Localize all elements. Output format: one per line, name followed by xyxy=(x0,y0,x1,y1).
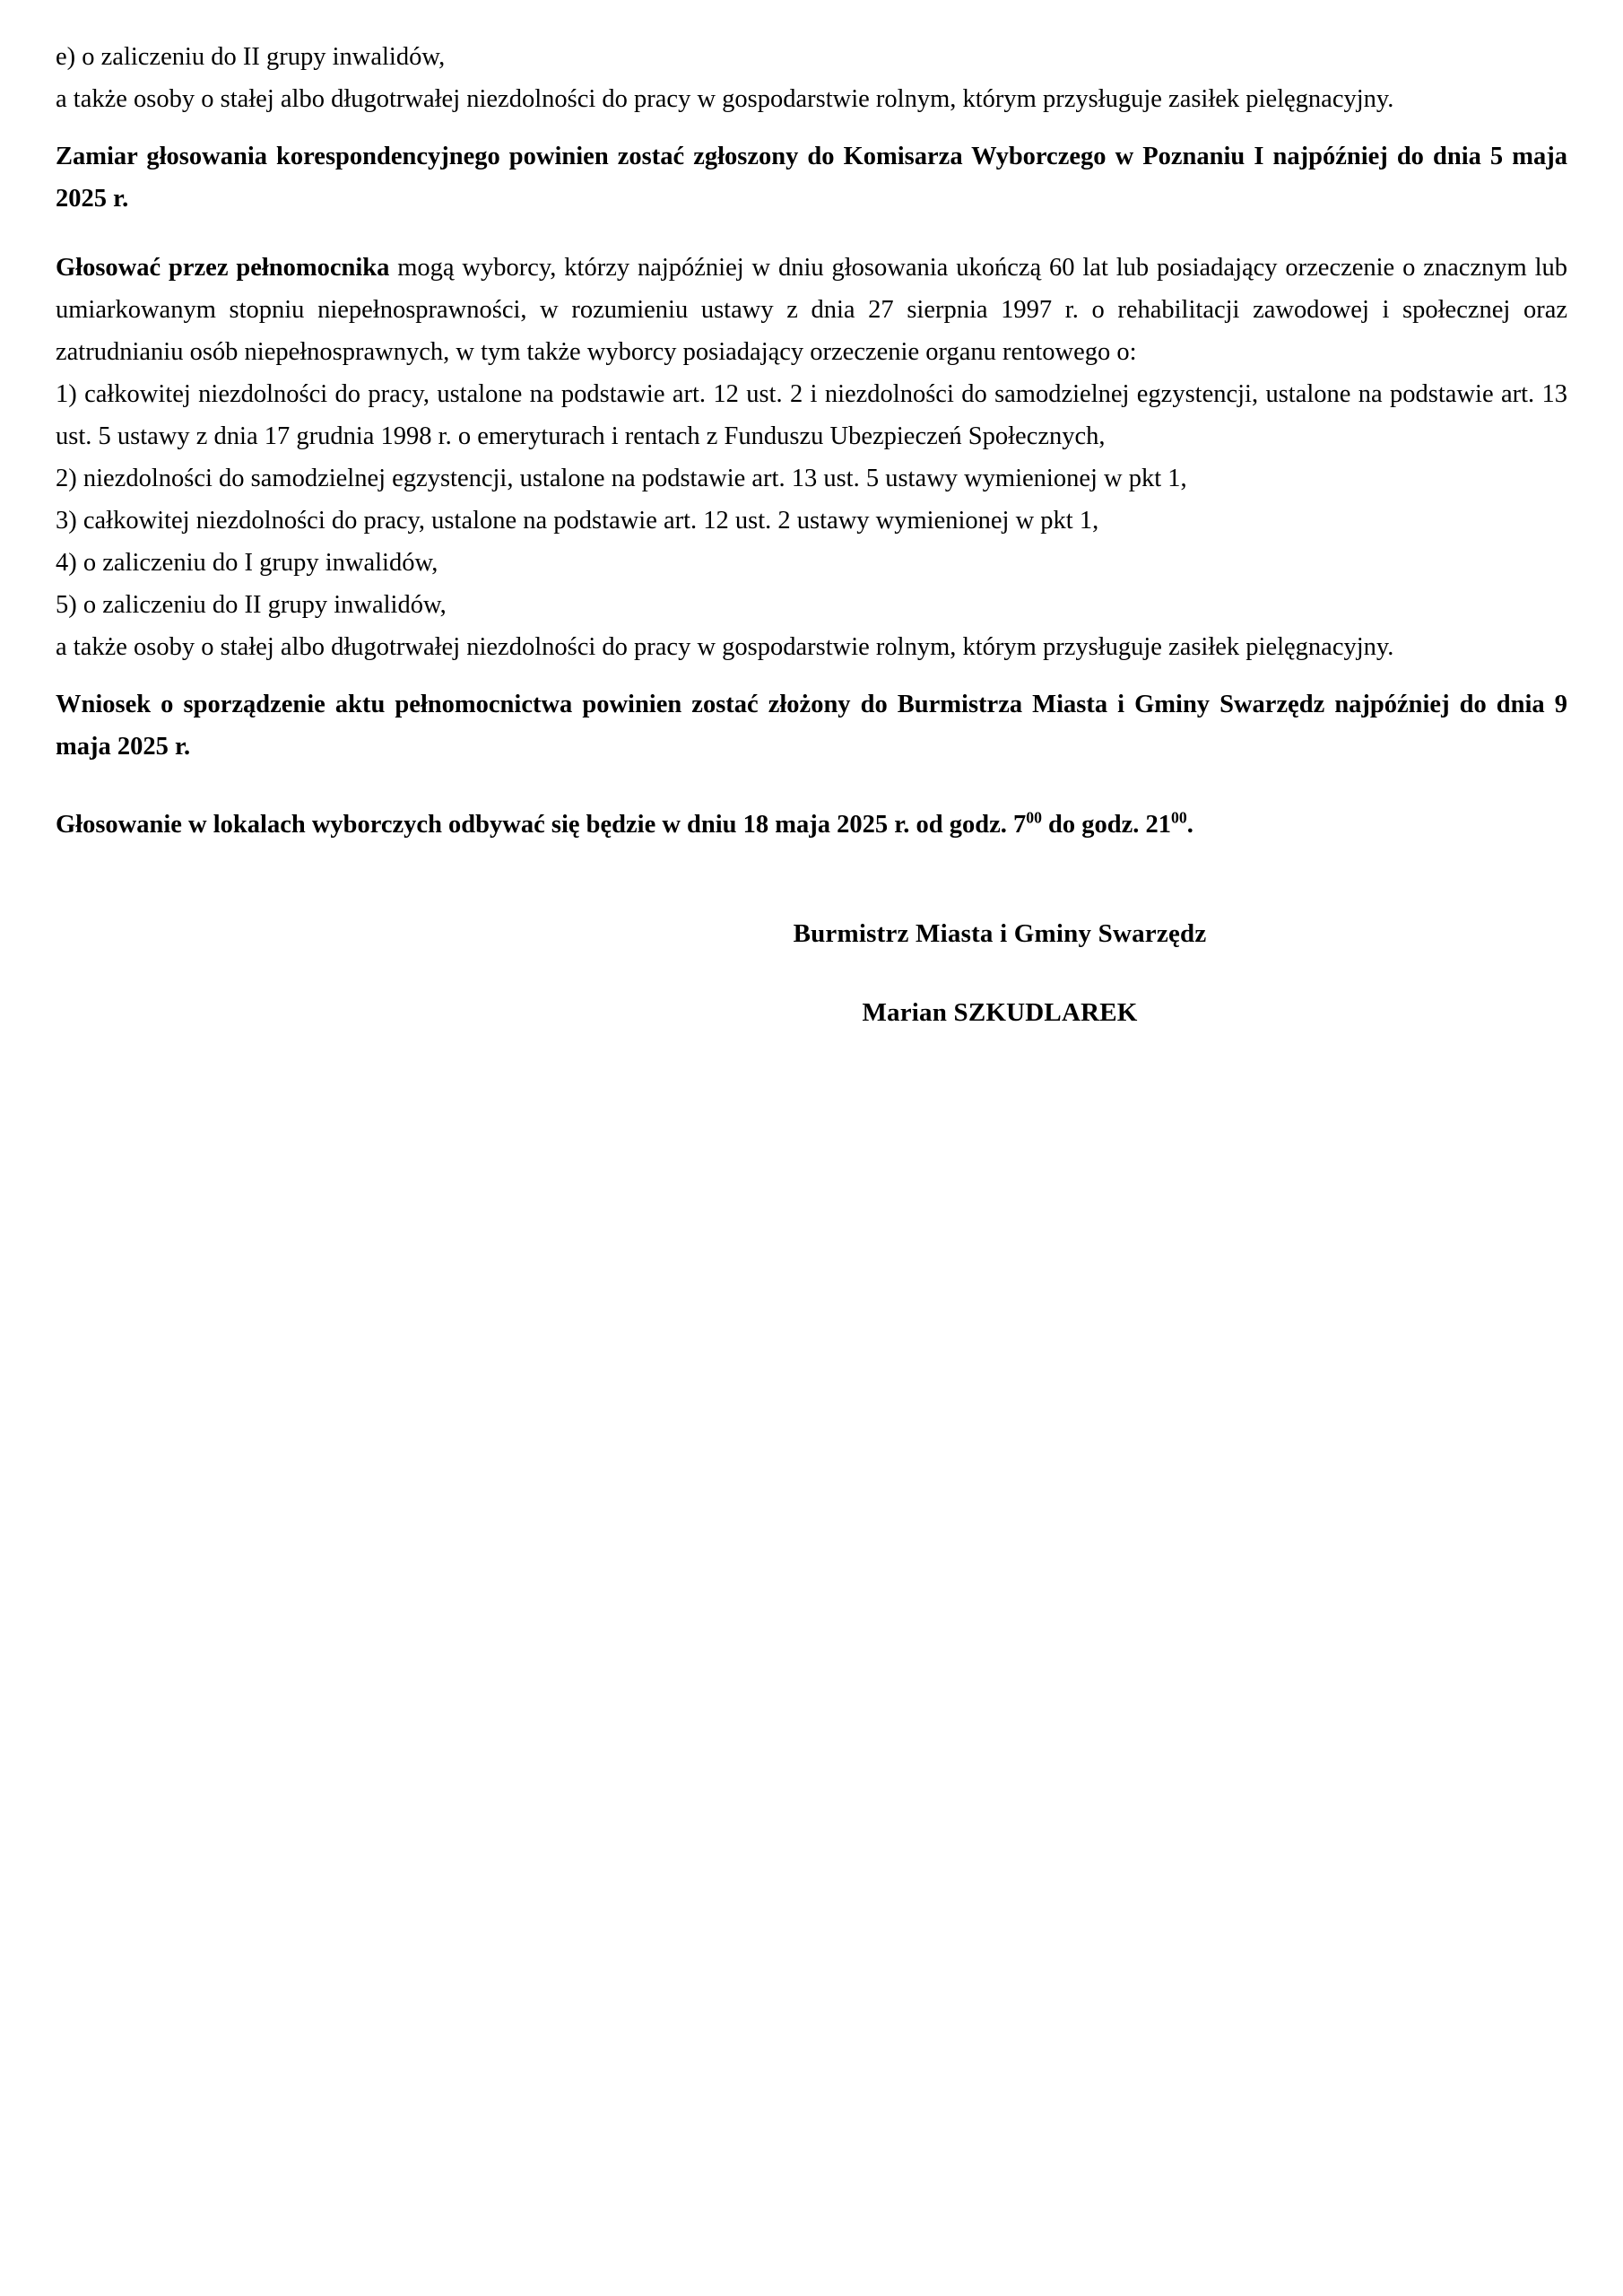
spacer xyxy=(56,668,1567,683)
paragraph-proxy-voting xyxy=(56,247,1567,373)
voting-hours-superscript-open: 00 xyxy=(1026,808,1042,827)
list-item-e: e) o zaliczeniu do II grupy inwalidów, xyxy=(56,43,446,71)
list-item-1: 1) całkowitej niezdolności do pracy, ustalone na podstawie art. 12 ust. 2 i niezdolności do samodzielnej egzystencji, ustalone na podstawie art. 13 ust. 5 ustawy z dnia 17 grudnia 1998 r. o emeryturach i rentach z Funduszu Ubezpieczeń Społecznych, xyxy=(56,380,1567,450)
voting-hours-text-2: do godz. 21 xyxy=(1041,811,1172,839)
paragraph-also-persons-second: a także osoby o stałej albo długotrwałej niezdolności do pracy w gospodarstwie rolnym, którym przysługuje zasiłek pielęgnacyjny. xyxy=(56,633,1394,661)
spacer xyxy=(56,120,1567,135)
list-item-3: 3) całkowitej niezdolności do pracy, ustalone na podstawie art. 12 ust. 2 ustawy wymienionej w pkt 1, xyxy=(56,507,1099,535)
proxy-voting-lead: Głosować przez pełnomocnika xyxy=(56,254,390,282)
proxy-voting-text: mogą wyborcy, którzy najpóźniej w dniu głosowania ukończą 60 lat lub posiadający orzeczenie o znacznym lub umiarkowanym stopniu niepełnosprawności, w rozumieniu ustawy z dnia 27 sierpnia 1997 r. o rehabilitacji zawodowej i społecznej oraz zatrudnianiu osób niepełnosprawnych, w tym także wyborcy posiadający orzeczenie organu rentowego o: xyxy=(56,254,1567,366)
voting-hours-superscript-close: 00 xyxy=(1171,808,1187,827)
paragraph-postal-voting-notice: Zamiar głosowania korespondencyjnego powinien zostać zgłoszony do Komisarza Wyborczego w Poznaniu I najpóźniej do dnia 5 maja 2025 r. xyxy=(56,143,1567,213)
signature-office: Burmistrz Miasta i Gminy Swarzędz xyxy=(793,919,1207,948)
list-item-4: 4) o zaliczeniu do I grupy inwalidów, xyxy=(56,549,438,577)
signature-block xyxy=(56,914,1567,1032)
spacer xyxy=(432,953,1567,993)
paragraph-also-persons-first: a także osoby o stałej albo długotrwałej niezdolności do pracy w gospodarstwie rolnym, którym przysługuje zasiłek pielęgnacyjny. xyxy=(56,85,1394,113)
spacer xyxy=(56,220,1567,247)
voting-hours-text-3: . xyxy=(1186,811,1193,839)
list-item-5: 5) o zaliczeniu do II grupy inwalidów, xyxy=(56,591,447,619)
voting-hours-text-1: Głosowanie w lokalach wyborczych odbywać się będzie w dniu 18 maja 2025 r. od godz. 7 xyxy=(56,811,1027,839)
paragraph-proxy-application: Wniosek o sporządzenie aktu pełnomocnictwa powinien zostać złożony do Burmistrza Miasta i Gminy Swarzędz najpóźniej do dnia 9 maja 2025 r. xyxy=(56,691,1567,761)
list-item-2: 2) niezdolności do samodzielnej egzystencji, ustalone na podstawie art. 13 ust. 5 ustawy wymienionej w pkt 1, xyxy=(56,465,1187,492)
paragraph-voting-hours xyxy=(56,804,1567,846)
signature-name: Marian SZKUDLAREK xyxy=(862,998,1138,1027)
spacer xyxy=(56,768,1567,804)
document-body xyxy=(56,36,1567,1032)
